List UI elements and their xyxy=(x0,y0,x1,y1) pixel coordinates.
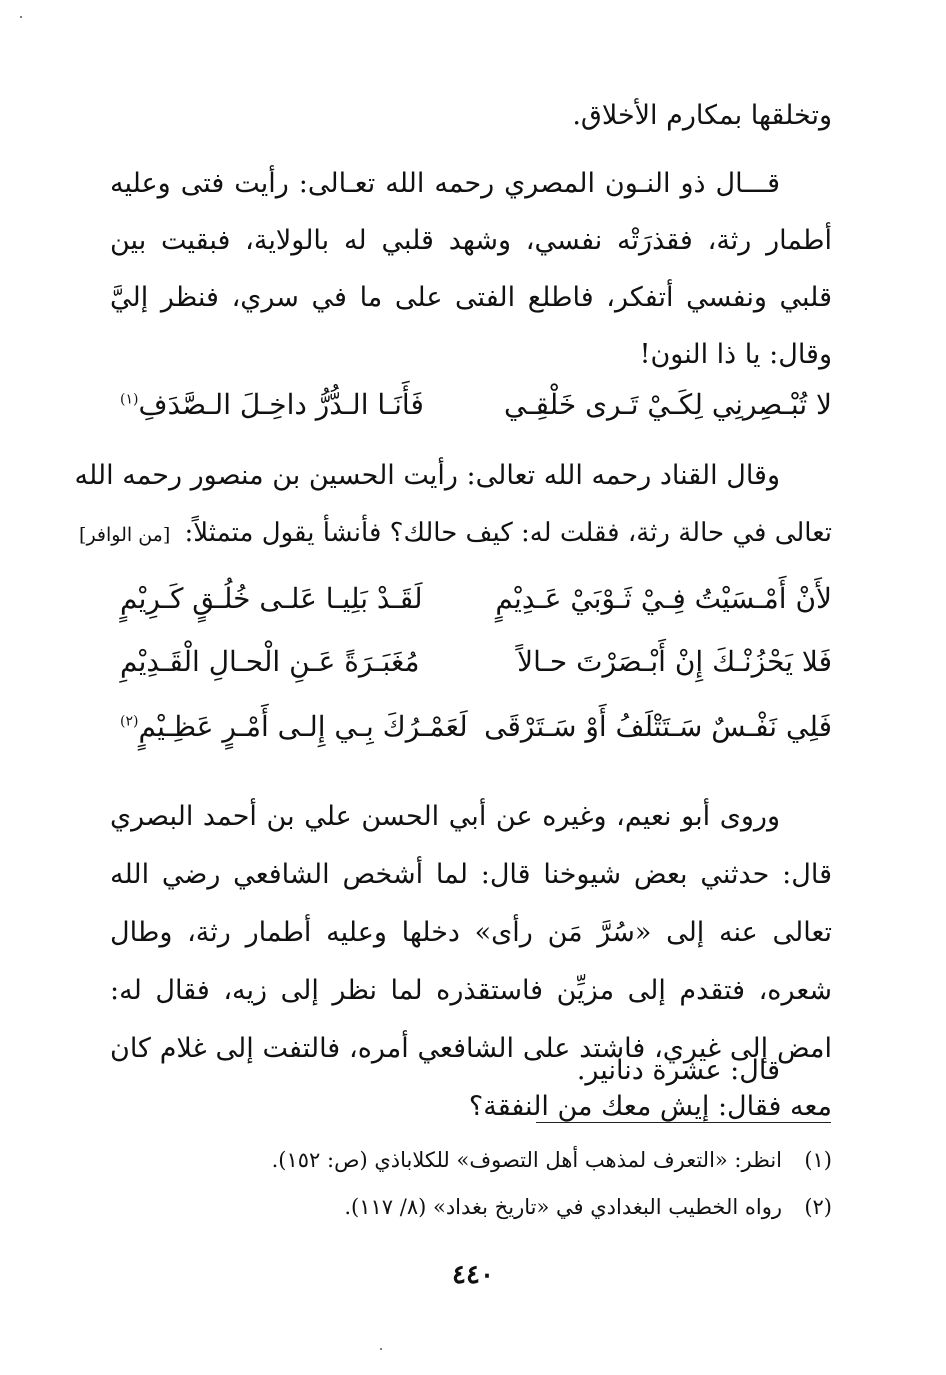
paragraph-shafii: وروى أبو نعيم، وغيره عن أبي الحسن علي بن أحمد البصري قال: حدثني بعض شيوخنا قال: لما أشخص الشافعي رضي الله تعالى عنه إلى «سُرَّ مَن رأى» دخلها وعليه أطمار رثة، وطال شعره، فتقدم إلى مزيِّن فاستقذره لما نظر إلى زيه، فقال له: امض إلى غيري، فاشتد على الشافعي أمره، فالتفت إلى غلام كان معه فقال: إيش معك من النفقة؟ xyxy=(110,801,832,1122)
poetic-meter-label: [من الوافر] xyxy=(79,524,171,546)
paragraph-qannad-line-2 xyxy=(79,518,832,548)
verse-1-text: فَأَنَـا الـدُّرُّ داخِـلَ الـصَّدَفِ xyxy=(138,388,424,421)
closing-line: قال: عشرة دنانير. xyxy=(576,1055,780,1086)
footnote-2-text: رواه الخطيب البغدادي في «تاريخ بغداد» (٨/ ١١٧). xyxy=(344,1195,782,1219)
verse-1-second-hemistich xyxy=(120,388,424,421)
page-number: ٤٤٠ xyxy=(452,1260,494,1290)
poem-verse-3-first-hemistich: فَلِي نَفْـسٌ سَـتَتْلَفُ أَوْ سَـتَرْقَى xyxy=(484,710,832,743)
verse-1-first-hemistich: لا تُبْـصِرنِي لِكَـيْ تَـرى خَلْقِـي xyxy=(503,388,832,421)
scan-speck xyxy=(380,1348,382,1350)
footnote-1 xyxy=(272,1148,832,1172)
paragraph-dhun-nun: قـــال ذو النـون المصري رحمه الله تعـالى: رأيت فتى وعليه أطمار رثة، فقذرَتْه نفسي، وشهد قلبي له بالولاية، فبقيت بين قلبي ونفسي أتفكر، فاطلع الفتى على ما في سري، فنظر إليَّ وقال: يا ذا النون! xyxy=(110,168,832,370)
footnote-separator xyxy=(536,1122,831,1123)
paragraph-qannad-line-1: وقال القناد رحمه الله تعالى: رأيت الحسين بن منصور رحمه الله xyxy=(74,460,780,491)
scan-speck xyxy=(20,16,22,18)
poem-verse-3 xyxy=(100,710,832,770)
poem-verse-3-second-hemistich xyxy=(120,710,468,743)
paragraph-qannad-text: تعالى في حالة رثة، فقلت له: كيف حالك؟ فأنشأ يقول متمثلاً: xyxy=(184,518,832,548)
poem-verse-3-text: لَعَمْـرُكَ بِـي إِلـى أَمْـرٍ عَظِـيْمٍ xyxy=(138,710,468,743)
poem-verse-2 xyxy=(100,645,832,705)
footnote-2-number: (٢) xyxy=(804,1195,832,1219)
poem-verse-1 xyxy=(100,582,832,642)
footnote-ref-1: (١) xyxy=(120,391,139,408)
footnote-ref-2: (٢) xyxy=(120,713,139,730)
footnote-1-number: (١) xyxy=(804,1148,832,1172)
verse-1 xyxy=(100,388,832,448)
poem-verse-1-second-hemistich: لَقَـدْ بَلِيـا عَلـى خُلُـقٍ كَـرِيْمٍ xyxy=(120,582,423,615)
footnote-2 xyxy=(344,1195,832,1219)
poem-verse-1-first-hemistich: لأَنْ أَمْـسَيْتُ فِـيْ ثَـوْبَيْ عَـدِيْمٍ xyxy=(495,582,832,615)
opening-line: وتخلقها بمكارم الأخلاق. xyxy=(572,100,832,131)
poem-verse-2-second-hemistich: مُغَبَـرَةً عَـنِ الْحـالِ الْقَـدِيْمِ xyxy=(120,645,420,678)
footnote-1-text: انظر: «التعرف لمذهب أهل التصوف» للكلاباذي (ص: ١٥٢). xyxy=(271,1148,782,1172)
poem-verse-2-first-hemistich: فَلا يَحْزُنْـكَ إِنْ أَبْـصَرْتَ حـالاً xyxy=(517,645,832,678)
